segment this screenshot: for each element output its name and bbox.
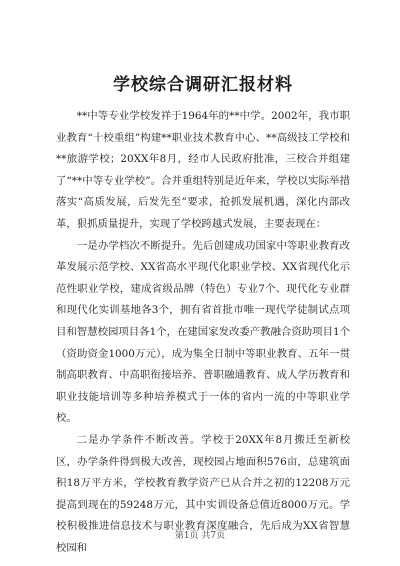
page-number-footer: 第1页 共7页 — [174, 531, 226, 541]
paragraph-school-conditions: 二是办学条件不断改善。学校于20XX年8月搬迁至新校区，办学条件得到极大改善，现校园占地面积576亩，总建筑面积18万平方米，学校教育教学资产已从合并之初的12208万元提高到现在的59248万元，其中实训设备总值近8000万元。学校积极推进信息技术与职业教育深度融合，先后成为XX省智慧校园和 — [56, 433, 350, 554]
paragraph-intro: **中等专业学校发祥于1964年的**中学。2002年，我市职业教育“十校重组”构建**职业技术教育中心、**高级技工学校和**旅游学校；20XX年8月，经市人民政府批准，三校合并组建了“**中等专业学校”。合并重组特别是近年来，学校以实际举措落实“高质发展，后发先至”要求，抢抓发展机遇，深化内部改革，狠抓质量提升，实现了学校跨越式发展，主要表现在： — [56, 110, 350, 230]
paragraph-school-level: 一是办学档次不断提升。先后创建成功国家中等职业教育改革发展示范学校、XX省高水平现代化职业学校、XX省现代化示范性职业学校，建成省级品牌（特色）专业7个、现代化专业群和现代化实训基地各3个，拥有省首批市唯一现代学徒制试点项目和智慧校园项目各1个，在建国家发改委产教融合资助项目1个（资助资金1000万元），成为集全日制中等职业教育、五年一贯制高职教育、中高职衔接培养、普职融通教育、成人学历教育和职业技能培训等多种培养模式于一体的省内一流的中等职业学校。 — [56, 239, 350, 425]
document-title: 学校综合调研汇报材料 — [113, 75, 293, 95]
document-body — [56, 106, 350, 559]
